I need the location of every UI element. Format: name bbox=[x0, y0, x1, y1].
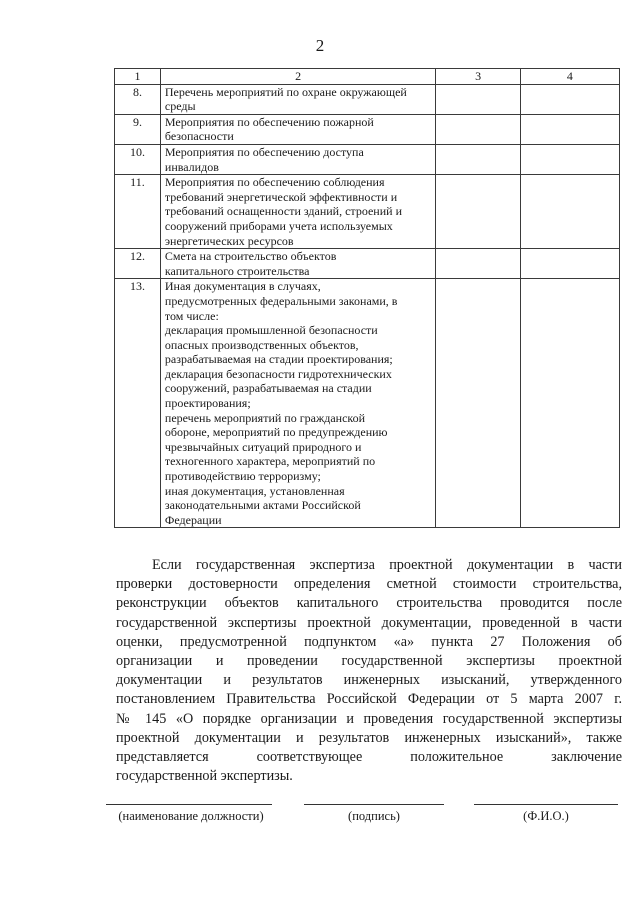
paragraph-line: реконструкции объектов капитального строительства проводится после bbox=[116, 595, 622, 612]
table-header-row bbox=[115, 69, 620, 85]
signature-line bbox=[304, 804, 444, 805]
row-text-line: Мероприятия по обеспечению доступа bbox=[164, 144, 364, 159]
row-number: 13. bbox=[115, 279, 161, 528]
row-text-line: том числе: bbox=[164, 308, 219, 323]
row-text-line: законодательными актами Российской bbox=[164, 498, 361, 513]
row-text-line: декларация безопасности гидротехнических bbox=[164, 366, 392, 381]
paragraph-line: организации и проведении государственной экспертизы проектной bbox=[116, 653, 622, 670]
row-text-line: сооружений приборами учета используемых bbox=[164, 218, 393, 233]
row-text-line: среды bbox=[164, 99, 196, 114]
row-cell-4 bbox=[520, 175, 619, 249]
row-text-line: опасных производственных объектов, bbox=[164, 337, 359, 352]
position-label: (наименование должности) bbox=[118, 809, 264, 823]
row-text-line: разрабатываемая на стадии проектирования; bbox=[164, 352, 393, 367]
table-body bbox=[115, 84, 620, 528]
row-text-line: Перечень мероприятий по охране окружающей bbox=[164, 84, 407, 99]
header-cell-3: 3 bbox=[436, 69, 520, 85]
row-text-line: требований оснащенности зданий, строений и bbox=[164, 204, 402, 219]
paragraph-line: Если государственная экспертиза проектной документации в части bbox=[152, 557, 622, 573]
header-cell-4: 4 bbox=[520, 69, 619, 85]
signature-label: (подпись) bbox=[348, 809, 400, 823]
row-number: 8. bbox=[115, 84, 161, 114]
position-signature-line bbox=[106, 804, 272, 805]
page-number: 2 bbox=[315, 36, 325, 55]
conclusion-paragraph bbox=[116, 556, 622, 786]
row-text-line: декларация промышленной безопасности bbox=[164, 323, 378, 338]
name-signature-line bbox=[474, 804, 618, 805]
row-text-line: капитального строительства bbox=[164, 263, 310, 278]
row-text-line: техногенного характера, мероприятий по bbox=[164, 454, 376, 469]
row-text-line: энергетических ресурсов bbox=[164, 233, 294, 248]
row-text-line: предусмотренных федеральными законами, в bbox=[164, 293, 398, 308]
paragraph-line: представляется соответствующее положительное заключение bbox=[116, 749, 622, 766]
row-cell-3 bbox=[436, 144, 520, 174]
row-text-line: Иная документация в случаях, bbox=[164, 279, 321, 294]
row-document-name bbox=[160, 279, 436, 528]
row-text-line: инвалидов bbox=[164, 159, 219, 174]
row-text-line: требований энергетической эффективности и bbox=[164, 189, 398, 204]
row-number: 11. bbox=[115, 175, 161, 249]
table-row bbox=[115, 249, 620, 279]
row-document-name bbox=[160, 114, 436, 144]
paragraph-line: № 145 «О порядке организации и проведения государственной экспертизы bbox=[116, 710, 622, 727]
row-number: 9. bbox=[115, 114, 161, 144]
paragraph-line: постановлением Правительства Российской Федерации от 5 марта 2007 г. bbox=[116, 691, 622, 708]
row-text-line: Мероприятия по обеспечению соблюдения bbox=[164, 175, 385, 190]
row-cell-3 bbox=[436, 279, 520, 528]
row-cell-3 bbox=[436, 175, 520, 249]
paragraph-line: государственной экспертизы проектной документации, проведенной в части bbox=[116, 614, 622, 631]
row-text-line: перечень мероприятий по гражданской bbox=[164, 410, 366, 425]
row-text-line: безопасности bbox=[164, 129, 234, 144]
row-text-line: иная документация, установленная bbox=[164, 483, 345, 498]
document-table bbox=[114, 68, 620, 528]
table-row bbox=[115, 114, 620, 144]
row-cell-3 bbox=[436, 114, 520, 144]
row-cell-4 bbox=[520, 249, 619, 279]
table-row bbox=[115, 175, 620, 249]
row-cell-4 bbox=[520, 114, 619, 144]
row-cell-4 bbox=[520, 144, 619, 174]
row-text-line: Федерации bbox=[164, 512, 222, 527]
header-cell-2: 2 bbox=[160, 69, 436, 85]
row-text-line: противодействию терроризму; bbox=[164, 469, 321, 484]
row-number: 12. bbox=[115, 249, 161, 279]
row-number: 10. bbox=[115, 144, 161, 174]
paragraph-line: оценки, предусмотренной подпунктом «а» пункта 27 Положения об bbox=[116, 633, 622, 650]
row-document-name bbox=[160, 84, 436, 114]
paragraph-line: проверки достоверности определения сметной стоимости строительства, bbox=[116, 576, 622, 593]
table-row bbox=[115, 144, 620, 174]
row-cell-4 bbox=[520, 84, 619, 114]
row-cell-3 bbox=[436, 84, 520, 114]
paragraph-line: документации и результатов инженерных изысканий, утвержденного bbox=[116, 672, 622, 689]
row-document-name bbox=[160, 249, 436, 279]
row-text-line: сооружений, разрабатываемая на стадии bbox=[164, 381, 372, 396]
row-cell-4 bbox=[520, 279, 619, 528]
header-cell-1: 1 bbox=[115, 69, 161, 85]
row-text-line: Смета на строительство объектов bbox=[164, 249, 337, 264]
row-text-line: Мероприятия по обеспечению пожарной bbox=[164, 114, 374, 129]
table-row bbox=[115, 84, 620, 114]
table-row bbox=[115, 279, 620, 528]
paragraph-line: государственной экспертизы. bbox=[116, 768, 293, 785]
row-document-name bbox=[160, 175, 436, 249]
name-label: (Ф.И.О.) bbox=[523, 809, 569, 823]
row-document-name bbox=[160, 144, 436, 174]
row-text-line: обороне, мероприятий по предупреждению bbox=[164, 425, 388, 440]
paragraph-line: проектной документации и результатов инженерных изысканий», также bbox=[116, 729, 622, 746]
row-text-line: проектирования; bbox=[164, 396, 251, 411]
row-cell-3 bbox=[436, 249, 520, 279]
row-text-line: чрезвычайных ситуаций природного и bbox=[164, 439, 362, 454]
